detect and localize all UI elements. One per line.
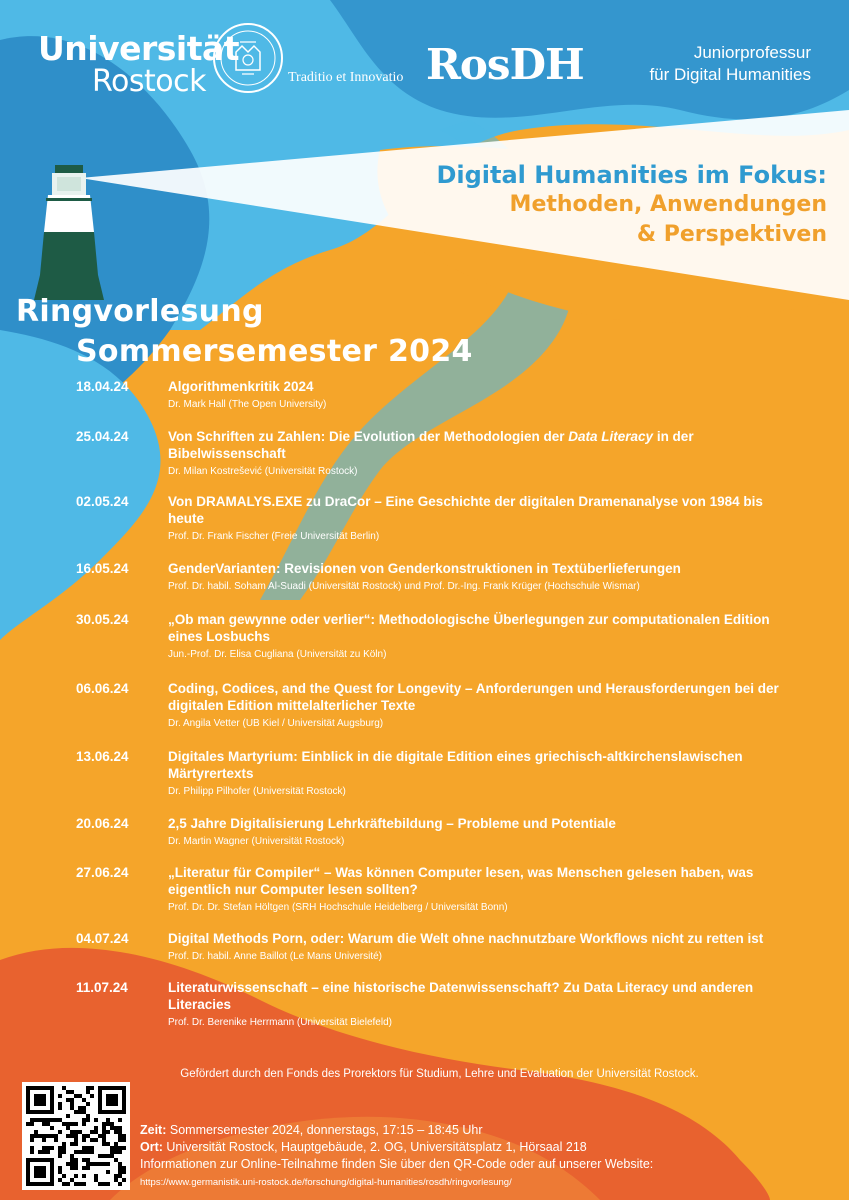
event-speaker: Prof. Dr. habil. Soham Al-Suadi (Universität Rostock) und Prof. Dr.-Ing. Frank Krüger (Hochschule Wismar) bbox=[168, 581, 640, 592]
series-heading-line1: Ringvorlesung bbox=[16, 294, 264, 329]
event-details bbox=[168, 930, 796, 965]
event-speaker: Dr. Martin Wagner (Universität Rostock) bbox=[168, 836, 345, 847]
location-label: Ort: bbox=[140, 1140, 163, 1154]
event-speaker: Prof. Dr. Frank Fischer (Freie Universität Berlin) bbox=[168, 531, 380, 542]
university-seal-icon bbox=[212, 22, 284, 94]
event-row bbox=[76, 378, 796, 413]
title-line3: & Perspektiven bbox=[636, 222, 827, 247]
event-title-emphasis: Data Literacy bbox=[568, 429, 654, 444]
event-speaker: Dr. Milan Kostrešević (Universität Rostock) bbox=[168, 466, 358, 477]
event-date: 30.05.24 bbox=[76, 612, 129, 627]
event-details bbox=[168, 680, 796, 732]
event-details bbox=[168, 611, 796, 663]
funding-note: Gefördert durch den Fonds des Prorektors für Studium, Lehre und Evaluation der Universität Rostock. bbox=[180, 1068, 699, 1080]
event-title: Literaturwissenschaft – eine historische Datenwissenschaft? Zu Data Literacy und anderen Literacies bbox=[168, 980, 754, 1012]
event-date: 13.06.24 bbox=[76, 749, 129, 764]
event-details bbox=[168, 560, 796, 595]
event-row bbox=[76, 611, 796, 663]
event-speaker: Prof. Dr. Berenike Herrmann (Universität Bielefeld) bbox=[168, 1017, 392, 1028]
time-label: Zeit: bbox=[140, 1123, 167, 1137]
title-line2: Methoden, Anwendungen bbox=[509, 192, 827, 217]
university-motto: Traditio et Innovatio bbox=[288, 70, 404, 85]
event-row bbox=[76, 680, 796, 732]
event-speaker: Dr. Philipp Pilhofer (Universität Rostock) bbox=[168, 786, 346, 797]
event-title-part: in der Bibelwissenschaft bbox=[168, 429, 694, 461]
series-heading bbox=[16, 292, 473, 372]
event-date: 18.04.24 bbox=[76, 379, 129, 394]
event-date: 27.06.24 bbox=[76, 865, 129, 880]
event-details bbox=[168, 864, 796, 916]
event-details bbox=[168, 979, 796, 1031]
location-value: Universität Rostock, Hauptgebäude, 2. OG, Universitätsplatz 1, Hörsaal 218 bbox=[162, 1140, 587, 1154]
event-title: Algorithmenkritik 2024 bbox=[168, 379, 314, 394]
event-row bbox=[76, 815, 796, 850]
event-row bbox=[76, 748, 796, 800]
event-row bbox=[76, 930, 796, 965]
online-info: Informationen zur Online-Teilnahme finden Sie über den QR-Code oder auf unserer Website: bbox=[140, 1157, 654, 1171]
event-list bbox=[76, 378, 796, 1031]
event-date: 04.07.24 bbox=[76, 931, 129, 946]
series-heading-line2: Sommersemester 2024 bbox=[76, 334, 473, 369]
event-info bbox=[140, 1122, 653, 1190]
event-details bbox=[168, 428, 796, 480]
event-details bbox=[168, 748, 796, 800]
event-speaker: Prof. Dr. habil. Anne Baillot (Le Mans Université) bbox=[168, 951, 382, 962]
event-title: 2,5 Jahre Digitalisierung Lehrkräftebildung – Probleme und Potentiale bbox=[168, 816, 616, 831]
rosdh-logo: RosDH bbox=[426, 40, 584, 89]
lecture-series-title bbox=[436, 160, 827, 250]
junior-professorship-label bbox=[649, 42, 811, 86]
event-title: Von DRAMALYS.EXE zu DraCor – Eine Geschichte der digitalen Dramenanalyse von 1984 bis heute bbox=[168, 494, 763, 526]
event-title: Digitales Martyrium: Einblick in die digitale Edition eines griechisch-altkirchenslawischen Märtyrertexts bbox=[168, 749, 743, 781]
event-details bbox=[168, 493, 796, 545]
event-title: GenderVarianten: Revisionen von Genderkonstruktionen in Textüberlieferungen bbox=[168, 561, 681, 576]
event-date: 16.05.24 bbox=[76, 561, 129, 576]
university-name-line2: Rostock bbox=[92, 64, 206, 99]
header bbox=[0, 0, 849, 110]
event-details bbox=[168, 378, 796, 413]
qr-code-icon bbox=[26, 1086, 126, 1186]
jp-line1: Juniorprofessur bbox=[693, 43, 811, 62]
event-title: „Literatur für Compiler“ – Was können Computer lesen, was Menschen gelesen haben, was eigentlich nur Computer lesen sollten? bbox=[168, 865, 754, 897]
jp-line2: für Digital Humanities bbox=[649, 65, 811, 84]
university-logo-text bbox=[38, 29, 240, 99]
event-date: 02.05.24 bbox=[76, 494, 129, 509]
event-row bbox=[76, 979, 796, 1031]
event-details bbox=[168, 815, 796, 850]
title-line1: Digital Humanities im Fokus: bbox=[436, 161, 827, 189]
event-row bbox=[76, 493, 796, 545]
event-speaker: Prof. Dr. Dr. Stefan Höltgen (SRH Hochschule Heidelberg / Universität Bonn) bbox=[168, 902, 508, 913]
event-row bbox=[76, 428, 796, 480]
event-date: 25.04.24 bbox=[76, 429, 129, 444]
event-date: 06.06.24 bbox=[76, 681, 129, 696]
event-date: 20.06.24 bbox=[76, 816, 129, 831]
event-title: Digital Methods Porn, oder: Warum die Welt ohne nachnutzbare Workflows nicht zu retten ist bbox=[168, 931, 764, 946]
qr-code[interactable] bbox=[22, 1082, 130, 1190]
event-speaker: Jun.-Prof. Dr. Elisa Cugliana (Universität zu Köln) bbox=[168, 649, 387, 660]
event-title: Coding, Codices, and the Quest for Longevity – Anforderungen und Herausforderungen bei der digitalen Edition mittelalterlicher Texte bbox=[168, 681, 779, 713]
event-title-part: Von Schriften zu Zahlen: Die Evolution der Methodologien der bbox=[168, 429, 569, 444]
event-date: 11.07.24 bbox=[76, 980, 128, 995]
time-value: Sommersemester 2024, donnerstags, 17:15 – 18:45 Uhr bbox=[166, 1123, 483, 1137]
event-speaker: Dr. Mark Hall (The Open University) bbox=[168, 399, 327, 410]
event-title: „Ob man gewynne oder verlier“: Methodologische Überlegungen zur computationalen Edition eines Losbuchs bbox=[168, 612, 770, 644]
event-row bbox=[76, 560, 796, 595]
event-title bbox=[168, 428, 796, 462]
event-row bbox=[76, 864, 796, 916]
website-link[interactable]: https://www.germanistik.uni-rostock.de/forschung/digital-humanities/rosdh/ringvorlesung/ bbox=[140, 1177, 512, 1188]
university-name-line1: Universität bbox=[38, 29, 240, 68]
event-speaker: Dr. Angila Vetter (UB Kiel / Universität Augsburg) bbox=[168, 718, 384, 729]
